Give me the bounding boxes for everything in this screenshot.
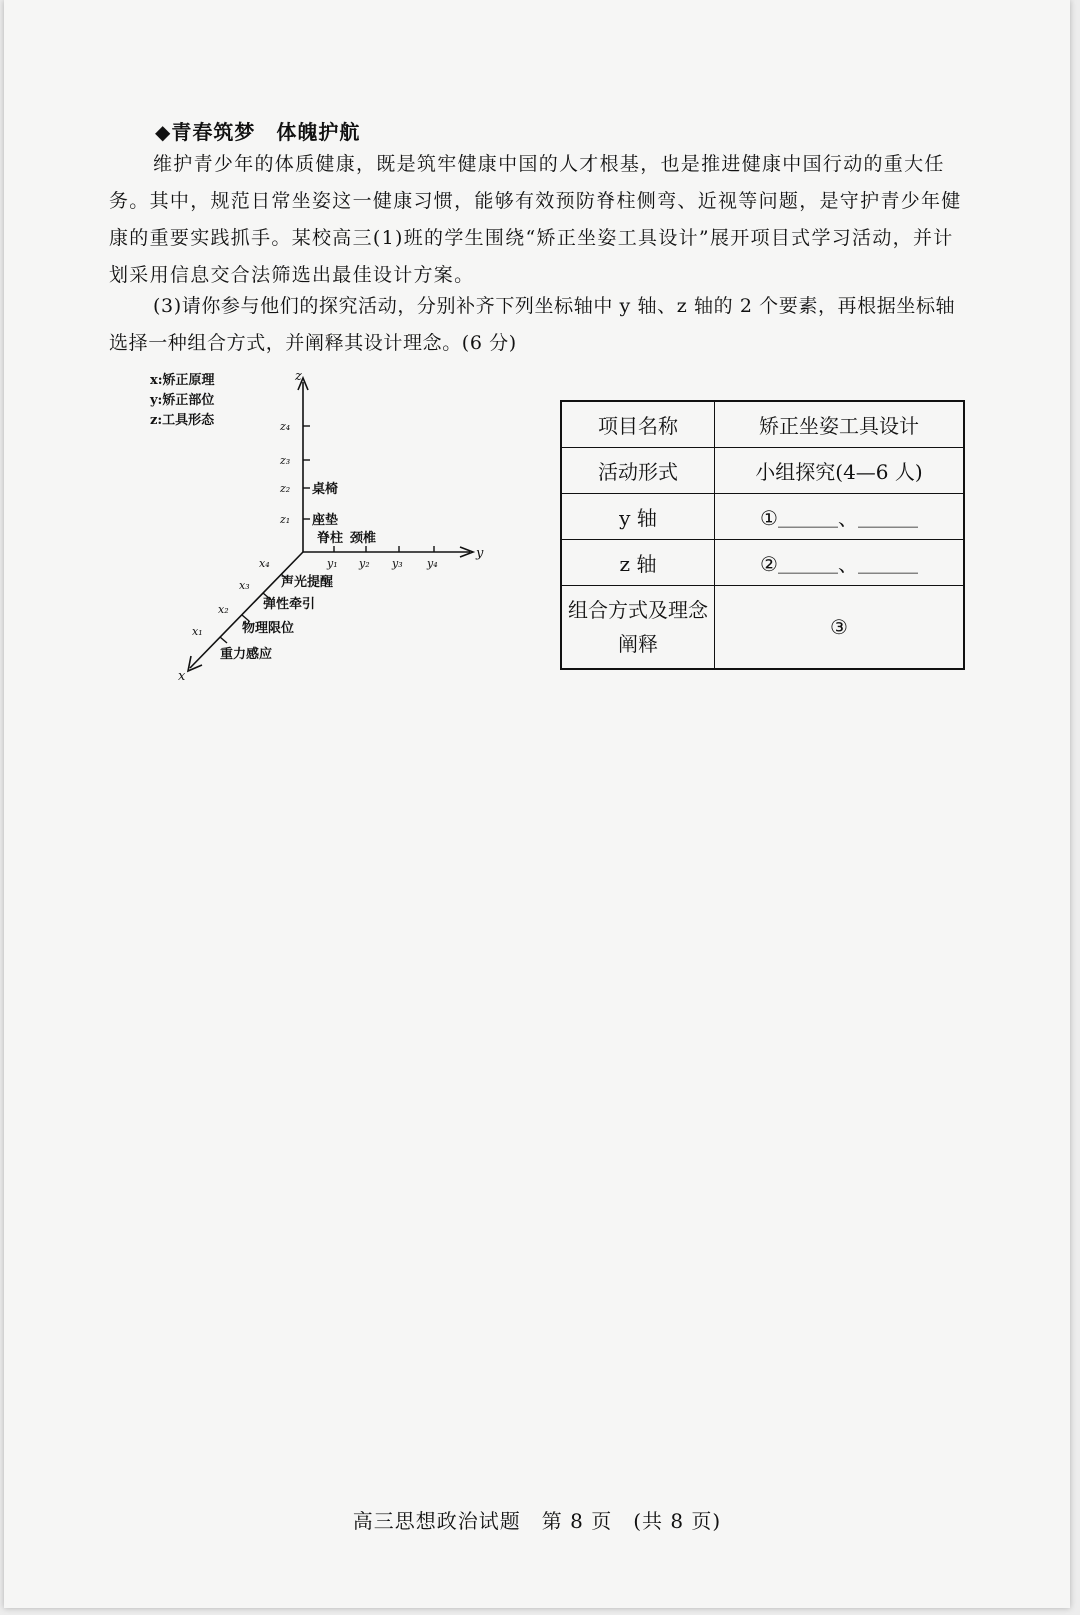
x-value-2: 物理限位 xyxy=(242,621,295,636)
legend-x: x:矫正原理 xyxy=(150,373,215,388)
x-axis-label: x xyxy=(178,669,186,684)
table-row xyxy=(561,586,964,670)
table-label-combination: 组合方式及理念阐释 xyxy=(561,586,715,670)
y-tick-label-3: y₃ xyxy=(392,557,403,570)
y-tick-label-4: y₄ xyxy=(427,557,438,570)
y-value-1: 脊柱 xyxy=(317,531,344,546)
x-tick-label-4: x₄ xyxy=(259,557,270,570)
x-tick-label-2: x₂ xyxy=(218,603,229,616)
table-label-y-axis: y 轴 xyxy=(561,494,715,540)
legend-y: y:矫正部位 xyxy=(150,393,215,408)
z-tick-label-3: z₃ xyxy=(280,454,291,467)
legend-z: z:工具形态 xyxy=(150,413,215,428)
question-text: (3)请你参与他们的探究活动，分别补齐下列坐标轴中 y 轴、z 轴的 2 个要素，再根据坐标轴选择一种组合方式，并阐释其设计理念。(6 分) xyxy=(109,295,956,354)
y-tick-label-2: y₂ xyxy=(359,557,370,570)
intro-paragraph: 维护青少年的体质健康，既是筑牢健康中国的人才根基，也是推进健康中国行动的重大任务。其中，规范日常坐姿这一健康习惯，能够有效预防脊柱侧弯、近视等问题，是守护青少年健康的重要实践抓手。某校高三(1)班的学生围绕“矫正坐姿工具设计”展开项目式学习活动，并计划采用信息交合法筛选出最佳设计方案。 xyxy=(109,153,962,286)
z-axis-label: z xyxy=(295,369,302,384)
table-label-project: 项目名称 xyxy=(561,401,715,448)
table-row xyxy=(561,540,964,586)
table-row xyxy=(561,448,964,494)
x-tick-label-3: x₃ xyxy=(239,579,250,592)
z-value-1: 座垫 xyxy=(312,513,339,528)
answer-blank-2[interactable]: ②＿＿＿、＿＿＿ xyxy=(715,540,965,586)
x-tick-label-1: x₁ xyxy=(192,625,203,638)
answer-blank-1[interactable]: ①＿＿＿、＿＿＿ xyxy=(715,494,965,540)
table-row xyxy=(561,401,964,448)
table-value-project: 矫正坐姿工具设计 xyxy=(715,401,965,448)
table-value-activity: 小组探究(4—6 人) xyxy=(715,448,965,494)
x-value-3: 弹性牵引 xyxy=(263,597,316,612)
x-value-1: 重力感应 xyxy=(220,647,273,662)
table-row xyxy=(561,494,964,540)
z-tick-label-1: z₁ xyxy=(280,513,291,526)
page-footer: 高三思想政治试题 第 8 页 (共 8 页) xyxy=(352,1509,722,1533)
table-label-z-axis: z 轴 xyxy=(561,540,715,586)
design-table xyxy=(560,400,965,670)
y-tick-label-1: y₁ xyxy=(327,557,338,570)
answer-blank-3[interactable]: ③ xyxy=(715,586,965,670)
y-value-2: 颈椎 xyxy=(350,531,377,546)
x-value-4: 声光提醒 xyxy=(281,575,334,590)
z-value-2: 桌椅 xyxy=(312,482,339,497)
table-label-activity: 活动形式 xyxy=(561,448,715,494)
exam-page xyxy=(4,0,1070,1608)
z-tick-label-4: z₄ xyxy=(280,420,291,433)
x-tick-1 xyxy=(220,637,227,643)
section-title: ◆青春筑梦 体魄护航 xyxy=(155,120,361,144)
z-tick-label-2: z₂ xyxy=(280,482,291,495)
y-axis-label: y xyxy=(476,546,484,561)
coordinate-diagram xyxy=(144,368,504,698)
